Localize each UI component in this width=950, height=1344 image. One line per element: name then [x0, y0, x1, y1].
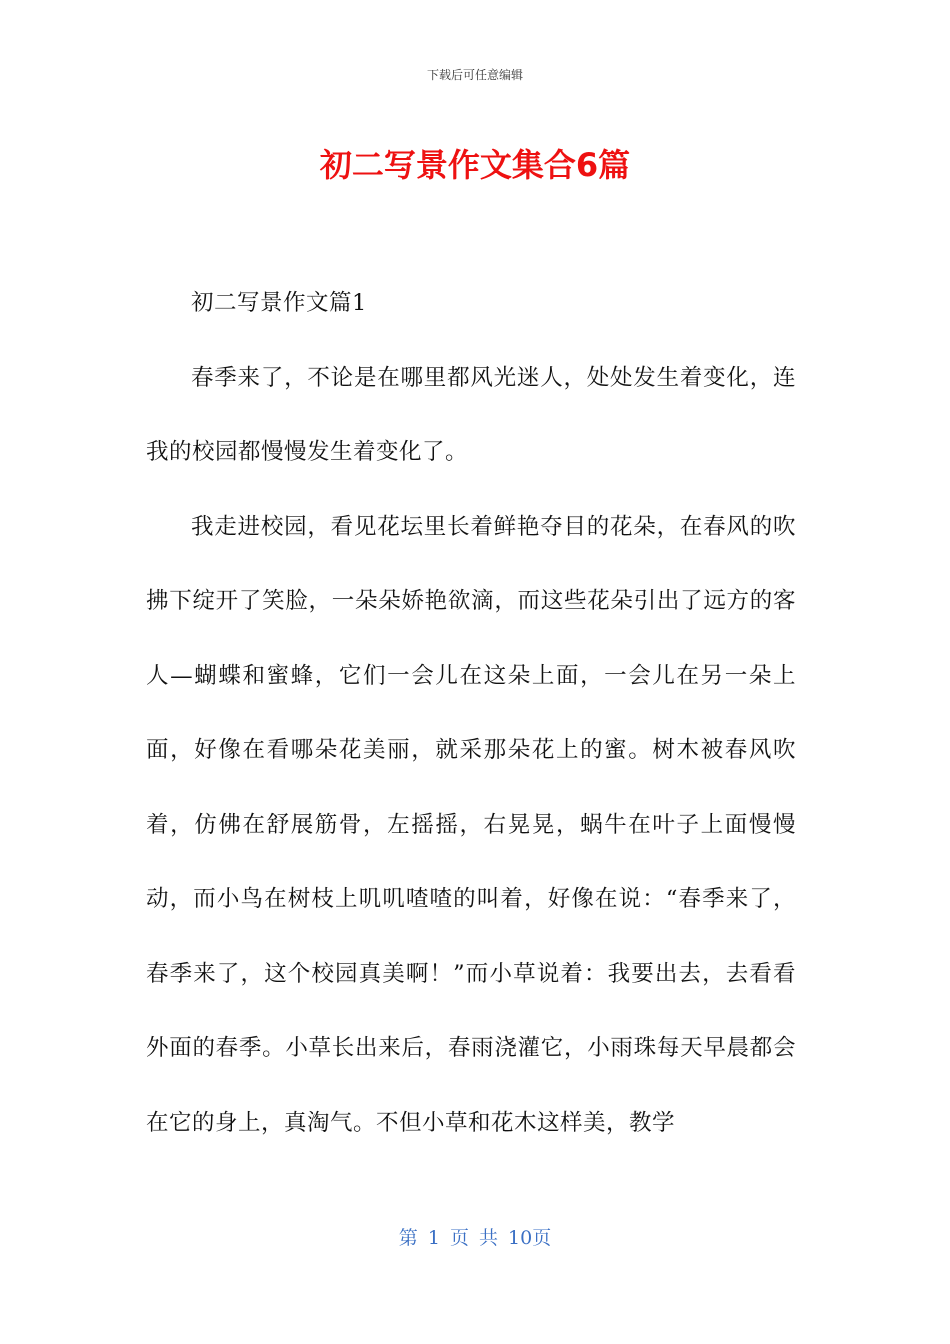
- section-heading: 初二写景作文篇1: [191, 290, 367, 316]
- page-header: 下载后可任意编辑: [426, 68, 523, 82]
- paragraph-2: 我走进校园，看见花坛里长着鲜艳夺目的花朵，在春风的吹拂下绽开了笑脸，一朵朵娇艳欲滴，而这些花朵引出了远方的客人—蝴蝶和蜜蜂，它们一会儿在这朵上面，一会儿在另一朵上面，好像在看哪朵花美丽，就采那朵花上的蜜。树木被春风吹着，仿佛在舒展筋骨，左摇摇，右晃晃，蜗牛在叶子上面慢慢动，而小鸟在树枝上叽叽喳喳的叫着，好像在说：“春季来了，春季来了，这个校园真美啊！”而小草说着：我要出去，去看看外面的春季。小草长出来后，春雨浇灌它，小雨珠每天早晨都会在它的身上，真淘气。不但小草和花木这样美，教学: [146, 513, 796, 1136]
- document-body: [146, 266, 796, 1160]
- paragraph-1: 春季来了，不论是在哪里都风光迷人，处处发生着变化，连我的校园都慢慢发生着变化了。: [146, 364, 796, 465]
- document-title: 初二写景作文集合6篇: [319, 146, 631, 184]
- page-number-footer: 第 1 页 共 10页: [398, 1227, 552, 1249]
